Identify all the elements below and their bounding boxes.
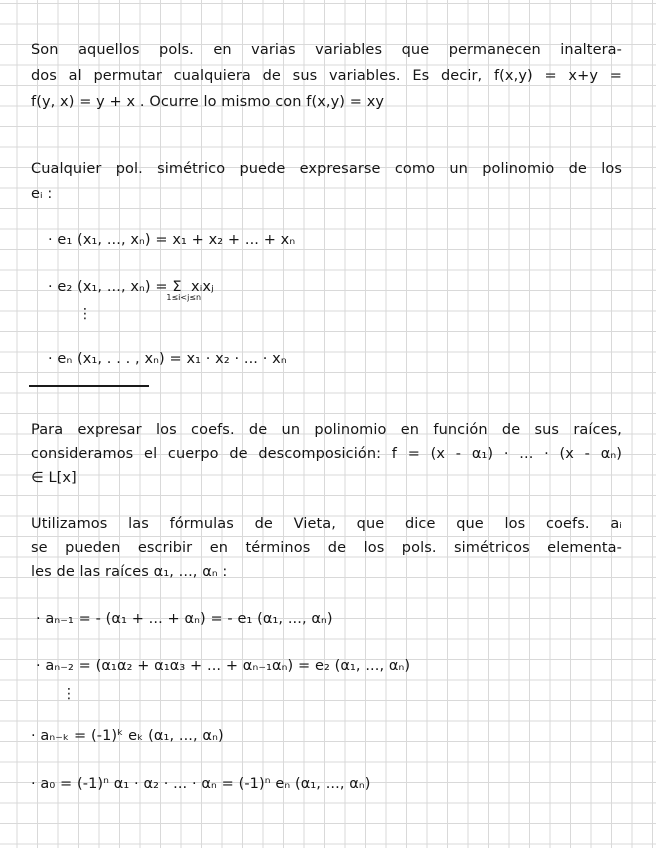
paragraph-line: dos al permutar cualquiera de sus variables. Es decir, f(x,y) = x+y =	[31, 68, 622, 84]
sum-subscript: 1≤i<j≤n	[166, 293, 202, 302]
paragraph-line: f(y, x) = y + x . Ocurre lo mismo con f(x,y) = xy	[31, 94, 385, 110]
paragraph-line: se pueden escribir en términos de los pols. simétricos elementa-	[31, 540, 622, 556]
sum-symbol: Σ	[172, 279, 182, 295]
vertical-ellipsis: ⋮	[62, 686, 77, 702]
paragraph-line: consideramos el cuerpo de descomposición: f = (x - α₁) · ... · (x - αₙ)	[31, 446, 622, 462]
vertical-ellipsis: ⋮	[78, 306, 93, 322]
vieta-formula-ank: · aₙ₋ₖ = (-1)ᵏ eₖ (α₁, ..., αₙ)	[31, 728, 224, 744]
vieta-formula-an2: · aₙ₋₂ = (α₁α₂ + α₁α₃ + ... + αₙ₋₁αₙ) = e₂ (α₁, ..., αₙ)	[36, 658, 411, 674]
paragraph-line: Son aquellos pols. en varias variables que permanecen inaltera-	[31, 42, 622, 58]
vieta-formula-an1: · aₙ₋₁ = - (α₁ + ... + αₙ) = - e₁ (α₁, ..., αₙ)	[36, 611, 333, 627]
formula-e2	[48, 277, 214, 302]
paragraph-line: Para expresar los coefs. de un polinomio en función de sus raíces,	[31, 422, 622, 438]
section-divider	[29, 385, 149, 387]
paragraph-line: les de las raíces α₁, ..., αₙ :	[31, 564, 228, 580]
paragraph-line: eᵢ :	[31, 186, 53, 202]
formula-en: · eₙ (x₁, . . . , xₙ) = x₁ · x₂ · ... · xₙ	[48, 351, 287, 367]
vieta-formula-a0: · a₀ = (-1)ⁿ α₁ · α₂ · ... · αₙ = (-1)ⁿ eₙ (α₁, ..., αₙ)	[31, 776, 371, 792]
paragraph-line: ∈ L[x]	[31, 470, 77, 486]
summation	[166, 277, 202, 302]
sum-term: xᵢxⱼ	[191, 279, 214, 295]
formula-e2-lhs: · e₂ (x₁, ..., xₙ) =	[48, 279, 173, 295]
paragraph-line: Cualquier pol. simétrico puede expresarse como un polinomio de los	[31, 161, 622, 177]
paragraph-line: Utilizamos las fórmulas de Vieta, que dice que los coefs. aᵢ	[31, 516, 622, 532]
formula-e1: · e₁ (x₁, ..., xₙ) = x₁ + x₂ + ... + xₙ	[48, 232, 296, 248]
